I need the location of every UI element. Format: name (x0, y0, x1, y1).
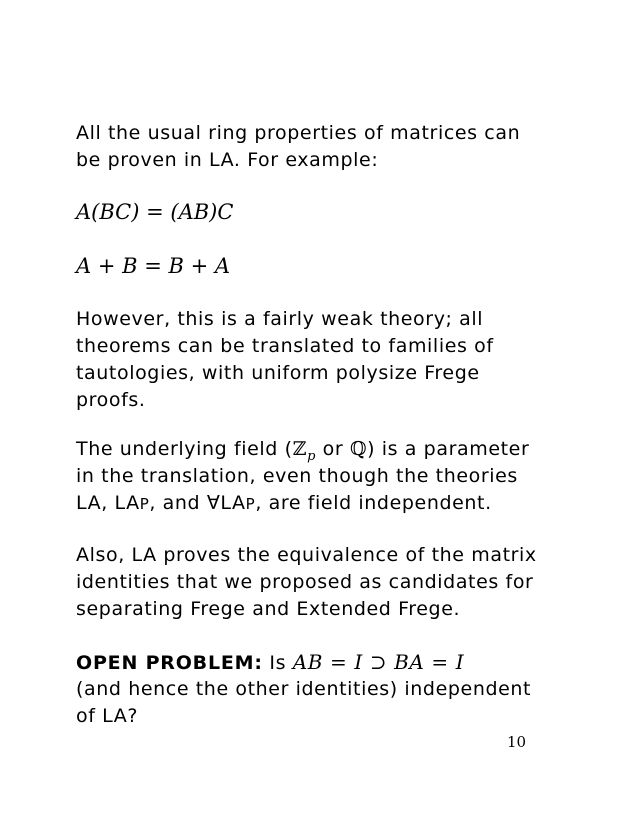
field-text-before: The underlying field ( (76, 438, 293, 460)
paragraph-equivalence-line-1: Also, LA proves the equivalence of the matrix (76, 544, 537, 566)
paragraph-field-line-3 (76, 491, 492, 516)
paragraph-weak-theory-line-3: tautologies, with uniform polysize Frege (76, 362, 480, 384)
page-number: 10 (507, 733, 527, 751)
field-text-after: ) is a parameter (367, 438, 530, 460)
open-problem-line-1 (76, 650, 464, 675)
integers-mod-p-subscript: p (307, 448, 317, 464)
rationals-symbol: ℚ (349, 438, 368, 460)
theory-la-text: LA, LA (76, 492, 140, 514)
open-problem-label: OPEN PROBLEM: (76, 652, 263, 674)
paragraph-equivalence-line-2: identities that we proposed as candidates for (76, 571, 534, 593)
paragraph-field-line-2: in the translation, even though the theories (76, 465, 518, 487)
open-problem-formula: AB = I ⊃ BA = I (292, 650, 465, 674)
field-independent-text: , are field independent. (255, 492, 492, 514)
field-or-text: or (316, 438, 350, 460)
theory-forall-lap-suffix: P (245, 495, 256, 513)
paragraph-intro-line-2: be proven in LA. For example: (76, 149, 379, 171)
paragraph-weak-theory-line-1: However, this is a fairly weak theory; all (76, 308, 484, 330)
paragraph-equivalence-line-3: separating Frege and Extended Frege. (76, 598, 461, 620)
equation-associativity: A(BC) = (AB)C (76, 200, 234, 224)
paragraph-weak-theory-line-2: theorems can be translated to families of (76, 335, 494, 357)
theory-lap-suffix: P (139, 495, 150, 513)
open-problem-is-text: Is (262, 652, 293, 674)
theory-forall-la-text: , and ∀LA (149, 492, 246, 514)
open-problem-line-3: of LA? (76, 705, 139, 727)
equation-commutativity: A + B = B + A (76, 254, 231, 278)
paragraph-intro-line-1: All the usual ring properties of matrices can (76, 122, 521, 144)
paragraph-weak-theory-line-4: proofs. (76, 389, 146, 411)
integers-mod-p-symbol: ℤ (292, 438, 308, 460)
open-problem-line-2: (and hence the other identities) independent (76, 678, 532, 700)
